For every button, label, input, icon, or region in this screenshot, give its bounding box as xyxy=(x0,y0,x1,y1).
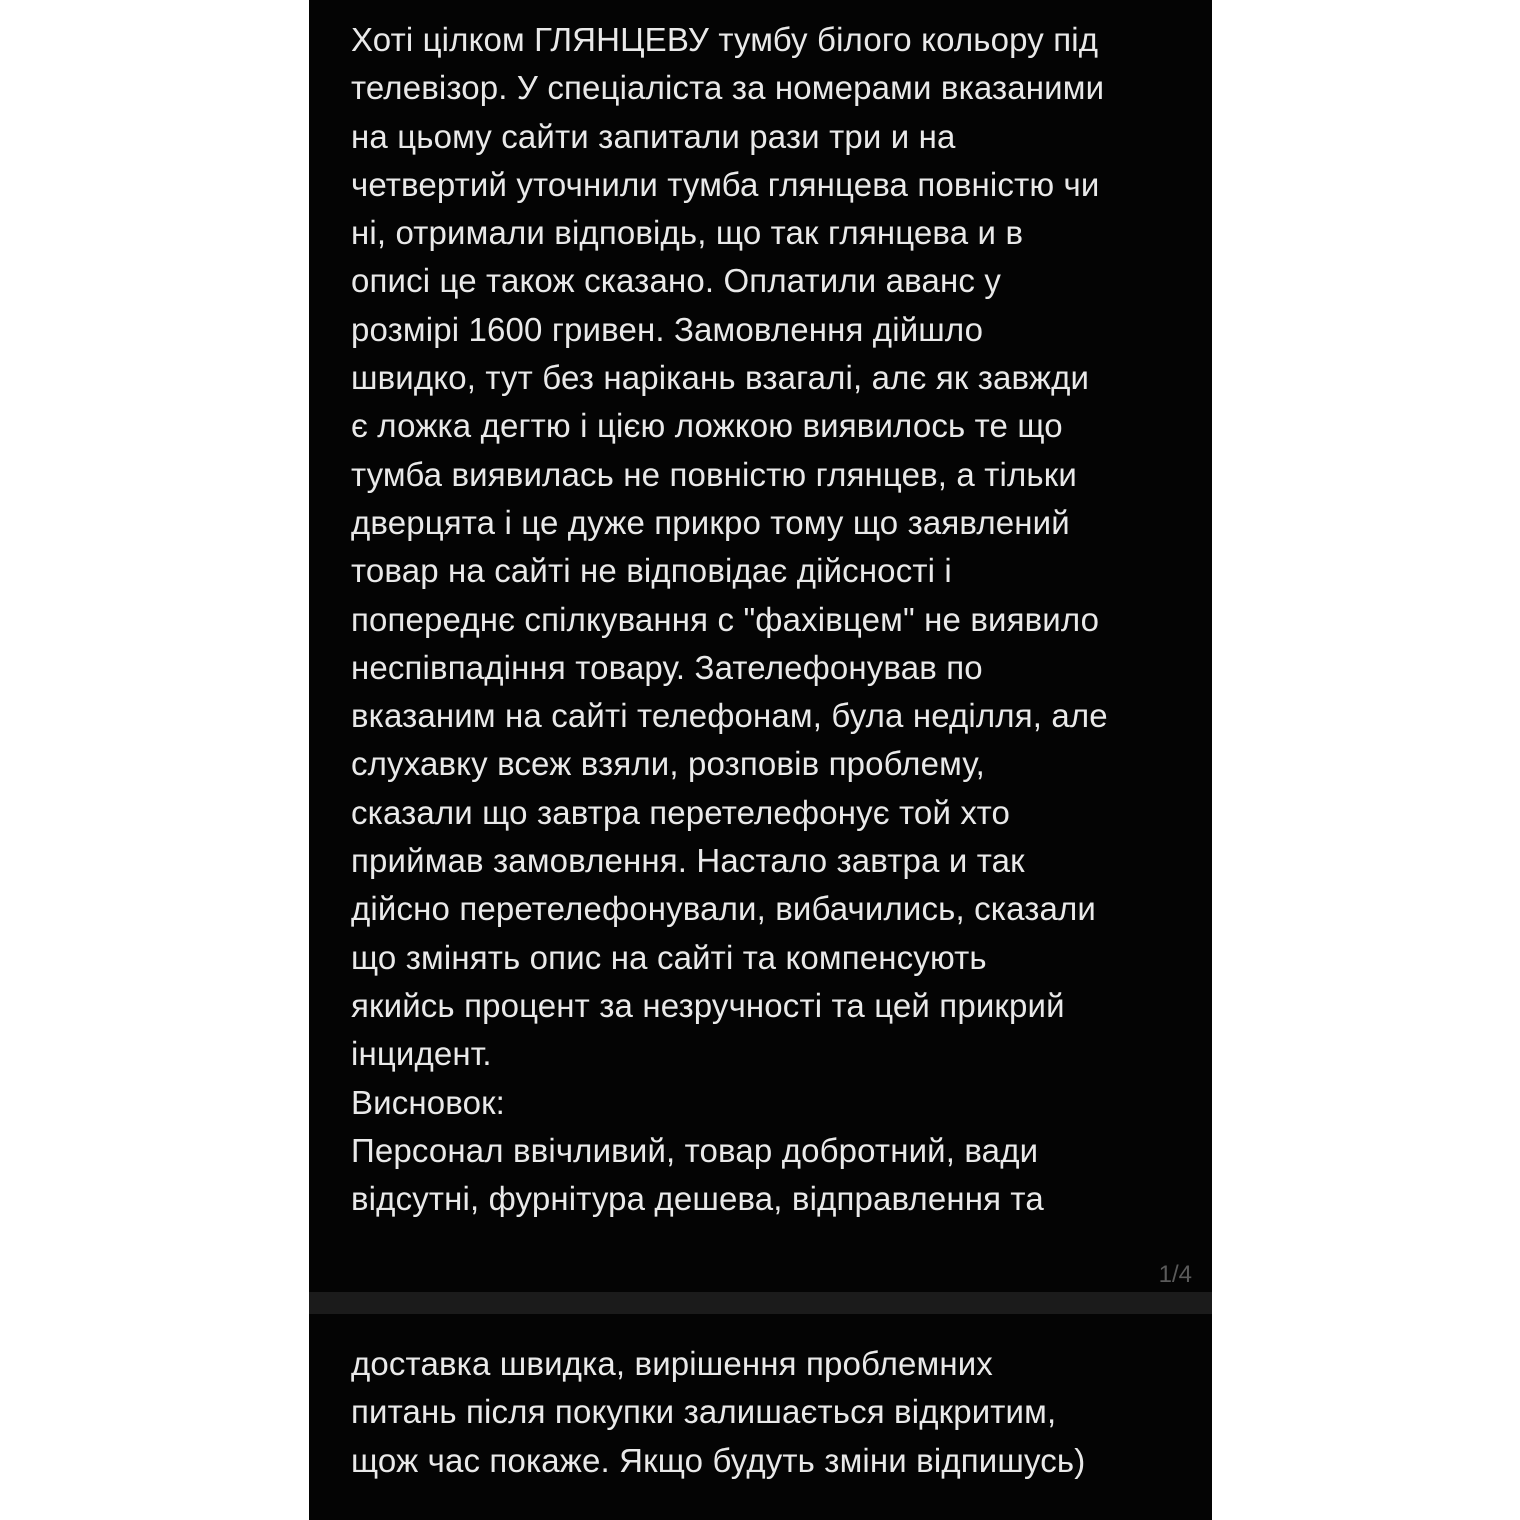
review-viewer xyxy=(309,0,1212,1520)
card-divider xyxy=(309,1292,1212,1314)
review-card-page-1[interactable] xyxy=(309,0,1212,1292)
review-text-page-2: доставка швидка, вирішення проблемних питань після покупки залишається відкритим, щож час покаже. Якщо будуть зміни відпишусь) xyxy=(351,1345,1086,1479)
review-text-page-1: Хоті цілком ГЛЯНЦЕВУ тумбу білого кольору під телевізор. У спеціаліста за номерами вказаними на цьому сайти запитали рази три и на четвертий уточнили тумба глянцева повністю чи ні, отримали відповідь, що так глянцева и в описі це також сказано. Оплатили аванс у розмірі 1600 гривен. Замовлення дійшло швидко, тут без нарікань взагалі, алє як завжди є ложка дегтю і цією ложкою виявилось те що тумба виявилась не повністю глянцев, а тільки дверцята і це дуже прикро тому що заявлений товар на сайті не відповідає дійсності і попереднє спілкування с "фахівцем" не виявило неспівпадіння товару. Зателефонував по вказаним на сайті телефонам, була неділля, але слухавку всеж взяли, розповів проблему, сказали що завтра перетелефонує той хто приймав замовлення. Настало завтра и так дійсно перетелефонували, вибачились, сказали що змінять опис на сайті та компенсують якийсь процент за незручності та цей прикрий інцидент. Висновок: Персонал ввічливий, товар добротний, вади відсутні, фурнітура дешева, відправлення та xyxy=(351,21,1108,1218)
page-counter: 1/4 xyxy=(1158,1261,1192,1288)
review-card-page-2[interactable] xyxy=(309,1314,1212,1520)
